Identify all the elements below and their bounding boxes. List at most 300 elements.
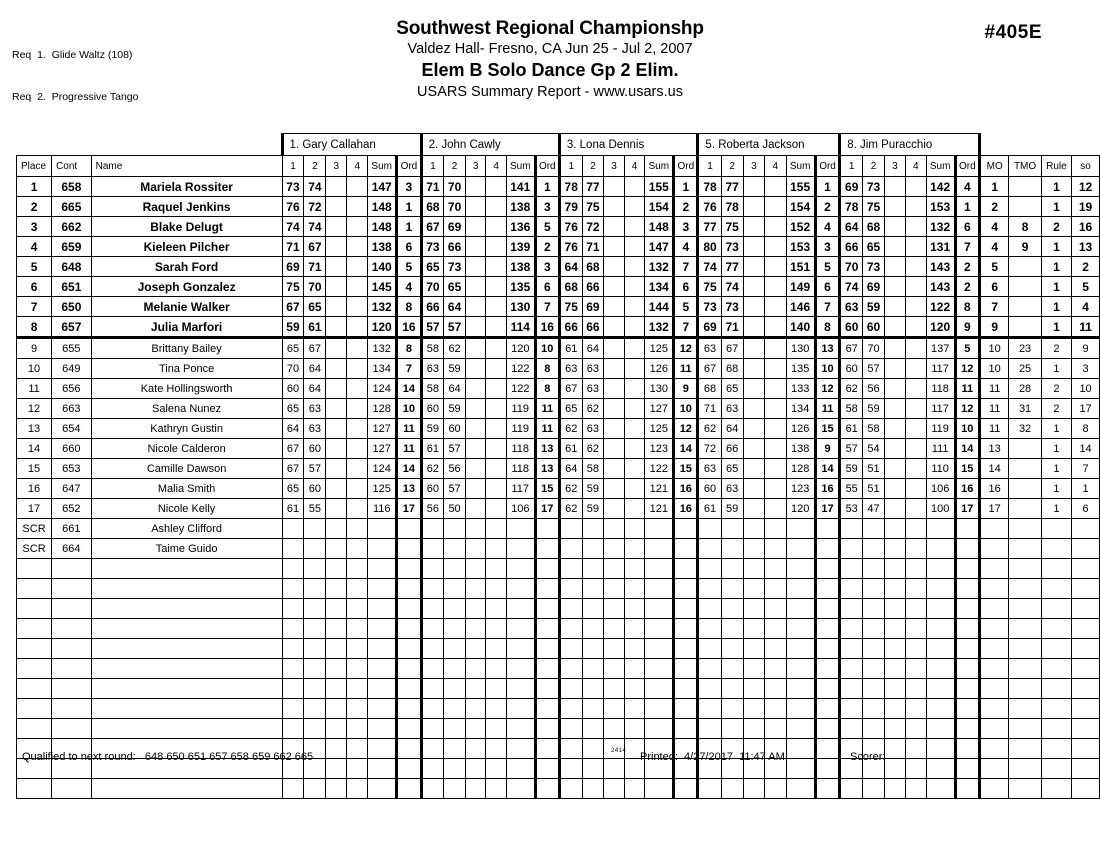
blank-cell <box>535 639 559 659</box>
cell-j3-score3 <box>604 519 625 539</box>
cell-skater-name: Malia Smith <box>91 479 282 499</box>
cell-j3-score3 <box>604 459 625 479</box>
cell-j2-score3 <box>465 499 485 519</box>
cell-place: 1 <box>17 177 52 197</box>
cell-j4-sum <box>786 539 815 559</box>
blank-cell <box>721 679 743 699</box>
blank-cell <box>979 619 1008 639</box>
blank-cell <box>863 619 885 639</box>
cell-j2-score1: 73 <box>421 237 444 257</box>
cell-rule: 1 <box>1041 419 1071 439</box>
cell-j2-score1: 63 <box>421 359 444 379</box>
table-row[interactable] <box>17 237 1100 257</box>
blank-cell <box>465 659 485 679</box>
cell-j1-score2: 61 <box>304 317 326 338</box>
table-row[interactable] <box>17 338 1100 359</box>
cell-j5-ord: 2 <box>955 257 979 277</box>
table-row[interactable] <box>17 539 1100 559</box>
blank-cell <box>926 559 955 579</box>
cell-contestant-number: 659 <box>52 237 92 257</box>
cell-j3-sum <box>645 539 674 559</box>
cell-j2-ord: 15 <box>535 479 559 499</box>
blank-cell <box>368 619 397 639</box>
cell-j4-score2: 77 <box>721 177 743 197</box>
blank-row[interactable] <box>17 679 1100 699</box>
blank-cell <box>421 699 444 719</box>
blank-row[interactable] <box>17 639 1100 659</box>
blank-cell <box>698 679 721 699</box>
blank-row[interactable] <box>17 779 1100 799</box>
blank-cell <box>326 779 347 799</box>
blank-cell <box>347 779 368 799</box>
cell-rule: 1 <box>1041 359 1071 379</box>
blank-cell <box>444 579 466 599</box>
cell-j1-score4 <box>347 519 368 539</box>
table-row[interactable] <box>17 499 1100 519</box>
blank-cell <box>506 579 535 599</box>
blank-row[interactable] <box>17 579 1100 599</box>
cell-j4-sum: 140 <box>786 317 815 338</box>
cell-contestant-number: 661 <box>52 519 92 539</box>
blank-cell <box>444 559 466 579</box>
cell-j3-sum: 130 <box>645 379 674 399</box>
header-j2-2: 2 <box>444 156 466 177</box>
cell-j2-score3 <box>465 177 485 197</box>
blank-name <box>91 679 282 699</box>
cell-j4-score2: 77 <box>721 257 743 277</box>
cell-j5-score3 <box>884 177 905 197</box>
cell-j3-score1: 63 <box>559 359 582 379</box>
cell-j2-ord: 17 <box>535 499 559 519</box>
cell-j4-score4 <box>765 177 786 197</box>
cell-j4-score3 <box>743 257 764 277</box>
blank-row[interactable] <box>17 559 1100 579</box>
blank-cell <box>465 599 485 619</box>
cell-j4-sum: 134 <box>786 399 815 419</box>
cell-j5-score2: 56 <box>863 379 885 399</box>
header-j5-1: 1 <box>840 156 863 177</box>
blank-cell <box>465 559 485 579</box>
cell-j3-sum: 148 <box>645 217 674 237</box>
header-place: Place <box>17 156 52 177</box>
cell-j1-score2: 72 <box>304 197 326 217</box>
cell-j2-score3 <box>465 539 485 559</box>
table-row[interactable] <box>17 217 1100 237</box>
blank-cell <box>506 559 535 579</box>
cell-j2-ord: 13 <box>535 459 559 479</box>
blank-cell <box>743 699 764 719</box>
cell-j5-score4 <box>905 539 926 559</box>
blank-cell <box>624 659 645 679</box>
cell-j5-score1: 67 <box>840 338 863 359</box>
cell-j5-ord: 11 <box>955 379 979 399</box>
blank-cell <box>282 699 304 719</box>
blank-cell <box>765 699 786 719</box>
blank-row[interactable] <box>17 599 1100 619</box>
blank-cell <box>397 599 421 619</box>
blank-cell <box>535 559 559 579</box>
blank-cell <box>979 719 1008 739</box>
cell-j1-score1: 65 <box>282 479 304 499</box>
blank-cell <box>905 779 926 799</box>
cell-j4-score4 <box>765 519 786 539</box>
cell-contestant-number: 663 <box>52 399 92 419</box>
cell-j5-sum: 117 <box>926 359 955 379</box>
cell-j4-ord: 11 <box>815 399 839 419</box>
blank-cell <box>1041 599 1071 619</box>
cell-j4-score2 <box>721 539 743 559</box>
cell-j4-score2: 65 <box>721 379 743 399</box>
cell-j1-ord: 10 <box>397 399 421 419</box>
cell-j3-score2: 58 <box>582 459 604 479</box>
cell-j3-ord: 2 <box>674 197 698 217</box>
cell-j5-score2: 59 <box>863 399 885 419</box>
cell-place: 7 <box>17 297 52 317</box>
cell-j5-sum: 143 <box>926 257 955 277</box>
blank-cell <box>765 619 786 639</box>
cell-tmo: 8 <box>1009 217 1041 237</box>
printed-timestamp: Printed: 4/27/2017 11:47 AM <box>640 751 785 763</box>
judge-row-spacer-place <box>17 134 52 156</box>
cell-j3-score4 <box>624 177 645 197</box>
cell-j1-score2: 67 <box>304 338 326 359</box>
cell-mo <box>979 519 1008 539</box>
cell-j5-score3 <box>884 197 905 217</box>
cell-so: 4 <box>1072 297 1100 317</box>
blank-cell <box>582 659 604 679</box>
cell-j2-score4 <box>486 197 506 217</box>
cell-j4-score1: 75 <box>698 277 721 297</box>
cell-tmo <box>1009 317 1041 338</box>
blank-cell <box>884 719 905 739</box>
blank-cell <box>955 559 979 579</box>
cell-j4-ord <box>815 539 839 559</box>
cell-j2-score1: 62 <box>421 459 444 479</box>
cell-contestant-number: 664 <box>52 539 92 559</box>
cell-j4-score1: 68 <box>698 379 721 399</box>
cell-j3-score3 <box>604 338 625 359</box>
blank-cell <box>582 679 604 699</box>
cell-j3-score3 <box>604 317 625 338</box>
cell-j3-ord <box>674 539 698 559</box>
blank-cell <box>721 579 743 599</box>
cell-so <box>1072 539 1100 559</box>
blank-cell <box>368 699 397 719</box>
cell-j4-score4 <box>765 338 786 359</box>
blank-cell <box>863 719 885 739</box>
cell-j5-score4 <box>905 237 926 257</box>
table-row[interactable] <box>17 379 1100 399</box>
blank-cell <box>840 559 863 579</box>
cell-place: 9 <box>17 338 52 359</box>
blank-cell <box>397 699 421 719</box>
cell-j2-sum <box>506 539 535 559</box>
cell-j2-score2: 65 <box>444 277 466 297</box>
cell-j1-score2: 63 <box>304 419 326 439</box>
cell-j5-score4 <box>905 419 926 439</box>
cell-j1-ord: 11 <box>397 419 421 439</box>
cell-j5-score4 <box>905 459 926 479</box>
results-sheet <box>16 133 1100 799</box>
cell-j2-score2: 66 <box>444 237 466 257</box>
blank-cell <box>786 679 815 699</box>
header-name: Name <box>91 156 282 177</box>
cell-j1-sum: 125 <box>368 479 397 499</box>
cell-j3-score2 <box>582 519 604 539</box>
blank-cell <box>698 719 721 739</box>
blank-cell <box>905 679 926 699</box>
cell-skater-name: Salena Nunez <box>91 399 282 419</box>
table-row[interactable] <box>17 459 1100 479</box>
cell-j3-score4 <box>624 539 645 559</box>
cell-contestant-number: 650 <box>52 297 92 317</box>
cell-j3-score2: 66 <box>582 317 604 338</box>
cell-mo: 6 <box>979 277 1008 297</box>
cell-j5-score3 <box>884 499 905 519</box>
table-row[interactable] <box>17 479 1100 499</box>
cell-rule: 2 <box>1041 379 1071 399</box>
cell-so: 11 <box>1072 317 1100 338</box>
blank-cell <box>535 779 559 799</box>
cell-j2-score3 <box>465 519 485 539</box>
blank-place <box>17 779 52 799</box>
cell-j5-score2 <box>863 539 885 559</box>
cell-rule: 1 <box>1041 439 1071 459</box>
cell-j1-ord <box>397 539 421 559</box>
cell-j2-ord <box>535 519 559 539</box>
cell-j1-score2: 74 <box>304 177 326 197</box>
cell-rule: 1 <box>1041 479 1071 499</box>
header-j4-4: 4 <box>765 156 786 177</box>
blank-cell <box>624 779 645 799</box>
blank-cell <box>979 599 1008 619</box>
cell-j4-score4 <box>765 237 786 257</box>
cell-so: 7 <box>1072 459 1100 479</box>
table-row[interactable] <box>17 257 1100 277</box>
blank-place <box>17 719 52 739</box>
blank-cell <box>326 559 347 579</box>
blank-cell <box>765 719 786 739</box>
blank-cell <box>765 639 786 659</box>
cell-j1-sum: 145 <box>368 277 397 297</box>
cell-j4-score1: 76 <box>698 197 721 217</box>
table-row[interactable] <box>17 439 1100 459</box>
blank-cell <box>743 639 764 659</box>
cell-j1-score3 <box>326 479 347 499</box>
cell-j5-score2: 51 <box>863 459 885 479</box>
blank-cell <box>815 559 839 579</box>
table-row[interactable] <box>17 197 1100 217</box>
blank-cont <box>52 599 92 619</box>
blank-cell <box>368 719 397 739</box>
blank-row[interactable] <box>17 699 1100 719</box>
cell-j1-score2: 57 <box>304 459 326 479</box>
table-row[interactable] <box>17 519 1100 539</box>
cell-j4-score3 <box>743 237 764 257</box>
blank-cont <box>52 699 92 719</box>
cell-j4-score3 <box>743 359 764 379</box>
cell-j1-score4 <box>347 439 368 459</box>
organization-line: USARS Summary Report - www.usars.us <box>417 84 683 100</box>
blank-cell <box>1041 619 1071 639</box>
cell-place: 3 <box>17 217 52 237</box>
blank-cell <box>559 719 582 739</box>
cell-contestant-number: 655 <box>52 338 92 359</box>
table-row[interactable] <box>17 419 1100 439</box>
cell-mo: 16 <box>979 479 1008 499</box>
judge-row-spacer-tmo <box>1009 134 1041 156</box>
blank-cell <box>743 559 764 579</box>
cell-j1-score3 <box>326 297 347 317</box>
table-row[interactable] <box>17 297 1100 317</box>
blank-row[interactable] <box>17 659 1100 679</box>
table-row[interactable] <box>17 177 1100 197</box>
blank-cell <box>979 699 1008 719</box>
cell-j4-score2: 64 <box>721 419 743 439</box>
cell-j5-sum: 142 <box>926 177 955 197</box>
cell-j1-score2: 71 <box>304 257 326 277</box>
blank-cell <box>786 619 815 639</box>
cell-j1-score3 <box>326 459 347 479</box>
cell-j1-sum <box>368 539 397 559</box>
header-j3-1: 1 <box>559 156 582 177</box>
blank-place <box>17 559 52 579</box>
cell-j5-score2: 69 <box>863 277 885 297</box>
table-row[interactable] <box>17 317 1100 338</box>
blank-cell <box>1009 579 1041 599</box>
blank-row[interactable] <box>17 619 1100 639</box>
cell-j4-score4 <box>765 379 786 399</box>
blank-cell <box>347 699 368 719</box>
cell-mo: 9 <box>979 317 1008 338</box>
cell-j3-score2: 59 <box>582 479 604 499</box>
cell-j4-sum: 138 <box>786 439 815 459</box>
cell-j1-sum: 132 <box>368 338 397 359</box>
blank-cell <box>840 659 863 679</box>
blank-cell <box>1072 559 1100 579</box>
blank-cell <box>840 679 863 699</box>
column-header-row <box>17 156 1100 177</box>
cell-skater-name: Kieleen Pilcher <box>91 237 282 257</box>
cell-j4-score2: 78 <box>721 197 743 217</box>
cell-j1-score3 <box>326 217 347 237</box>
cell-j5-score4 <box>905 177 926 197</box>
cell-j4-score3 <box>743 459 764 479</box>
cell-j3-score4 <box>624 379 645 399</box>
cell-j2-score4 <box>486 217 506 237</box>
blank-cell <box>282 579 304 599</box>
cell-j4-score4 <box>765 257 786 277</box>
cell-j4-sum: 151 <box>786 257 815 277</box>
judge-row-spacer-rule <box>1041 134 1071 156</box>
cell-j1-score3 <box>326 338 347 359</box>
header-j3-4: 4 <box>624 156 645 177</box>
cell-j2-sum: 139 <box>506 237 535 257</box>
header-j4-2: 2 <box>721 156 743 177</box>
header-j1-ord: Ord <box>397 156 421 177</box>
cell-j3-score4 <box>624 317 645 338</box>
cell-j4-score1: 77 <box>698 217 721 237</box>
cell-place: 6 <box>17 277 52 297</box>
blank-cell <box>905 699 926 719</box>
header-so: so <box>1072 156 1100 177</box>
blank-cont <box>52 779 92 799</box>
cell-j1-score4 <box>347 237 368 257</box>
cell-j1-score2: 67 <box>304 237 326 257</box>
blank-cell <box>674 719 698 739</box>
header-j5-2: 2 <box>863 156 885 177</box>
cell-j3-ord: 12 <box>674 338 698 359</box>
cell-j4-score1: 72 <box>698 439 721 459</box>
cell-j4-ord: 14 <box>815 459 839 479</box>
cell-j2-score2: 70 <box>444 177 466 197</box>
blank-cell <box>421 779 444 799</box>
blank-cell <box>347 659 368 679</box>
blank-cell <box>282 719 304 739</box>
cell-j3-sum: 125 <box>645 419 674 439</box>
cell-j4-ord: 2 <box>815 197 839 217</box>
cell-mo <box>979 539 1008 559</box>
cell-j5-score3 <box>884 297 905 317</box>
table-row[interactable] <box>17 359 1100 379</box>
cell-j5-score3 <box>884 539 905 559</box>
cell-j5-sum: 137 <box>926 338 955 359</box>
blank-cell <box>698 559 721 579</box>
cell-j3-sum <box>645 519 674 539</box>
blank-cell <box>645 719 674 739</box>
cell-j1-ord: 5 <box>397 257 421 277</box>
blank-cell <box>884 579 905 599</box>
blank-cont <box>52 579 92 599</box>
cell-j1-score3 <box>326 359 347 379</box>
cell-j3-ord: 1 <box>674 177 698 197</box>
cell-j3-ord: 3 <box>674 217 698 237</box>
blank-row[interactable] <box>17 719 1100 739</box>
cell-j3-score2: 71 <box>582 237 604 257</box>
table-row[interactable] <box>17 277 1100 297</box>
blank-cell <box>765 599 786 619</box>
cell-j2-score2 <box>444 539 466 559</box>
cell-j5-score4 <box>905 499 926 519</box>
blank-cell <box>765 579 786 599</box>
cell-tmo <box>1009 197 1041 217</box>
blank-cell <box>905 719 926 739</box>
cell-place: 2 <box>17 197 52 217</box>
cell-j2-score1: 67 <box>421 217 444 237</box>
cell-j4-score2: 74 <box>721 277 743 297</box>
table-row[interactable] <box>17 399 1100 419</box>
blank-cell <box>863 639 885 659</box>
cell-j1-score1: 64 <box>282 419 304 439</box>
blank-place <box>17 659 52 679</box>
cell-j5-score2: 68 <box>863 217 885 237</box>
event-title: Elem B Solo Dance Gp 2 Elim. <box>421 60 679 80</box>
cell-j1-score1 <box>282 539 304 559</box>
cell-j4-sum <box>786 519 815 539</box>
blank-cell <box>559 699 582 719</box>
cell-mo: 2 <box>979 197 1008 217</box>
cell-j4-score4 <box>765 197 786 217</box>
cell-place: 13 <box>17 419 52 439</box>
cell-j2-score4 <box>486 379 506 399</box>
blank-cell <box>815 679 839 699</box>
blank-cell <box>1072 639 1100 659</box>
blank-cell <box>582 619 604 639</box>
cell-j1-score2: 60 <box>304 479 326 499</box>
header-j4-ord: Ord <box>815 156 839 177</box>
blank-cell <box>506 639 535 659</box>
blank-cell <box>674 619 698 639</box>
